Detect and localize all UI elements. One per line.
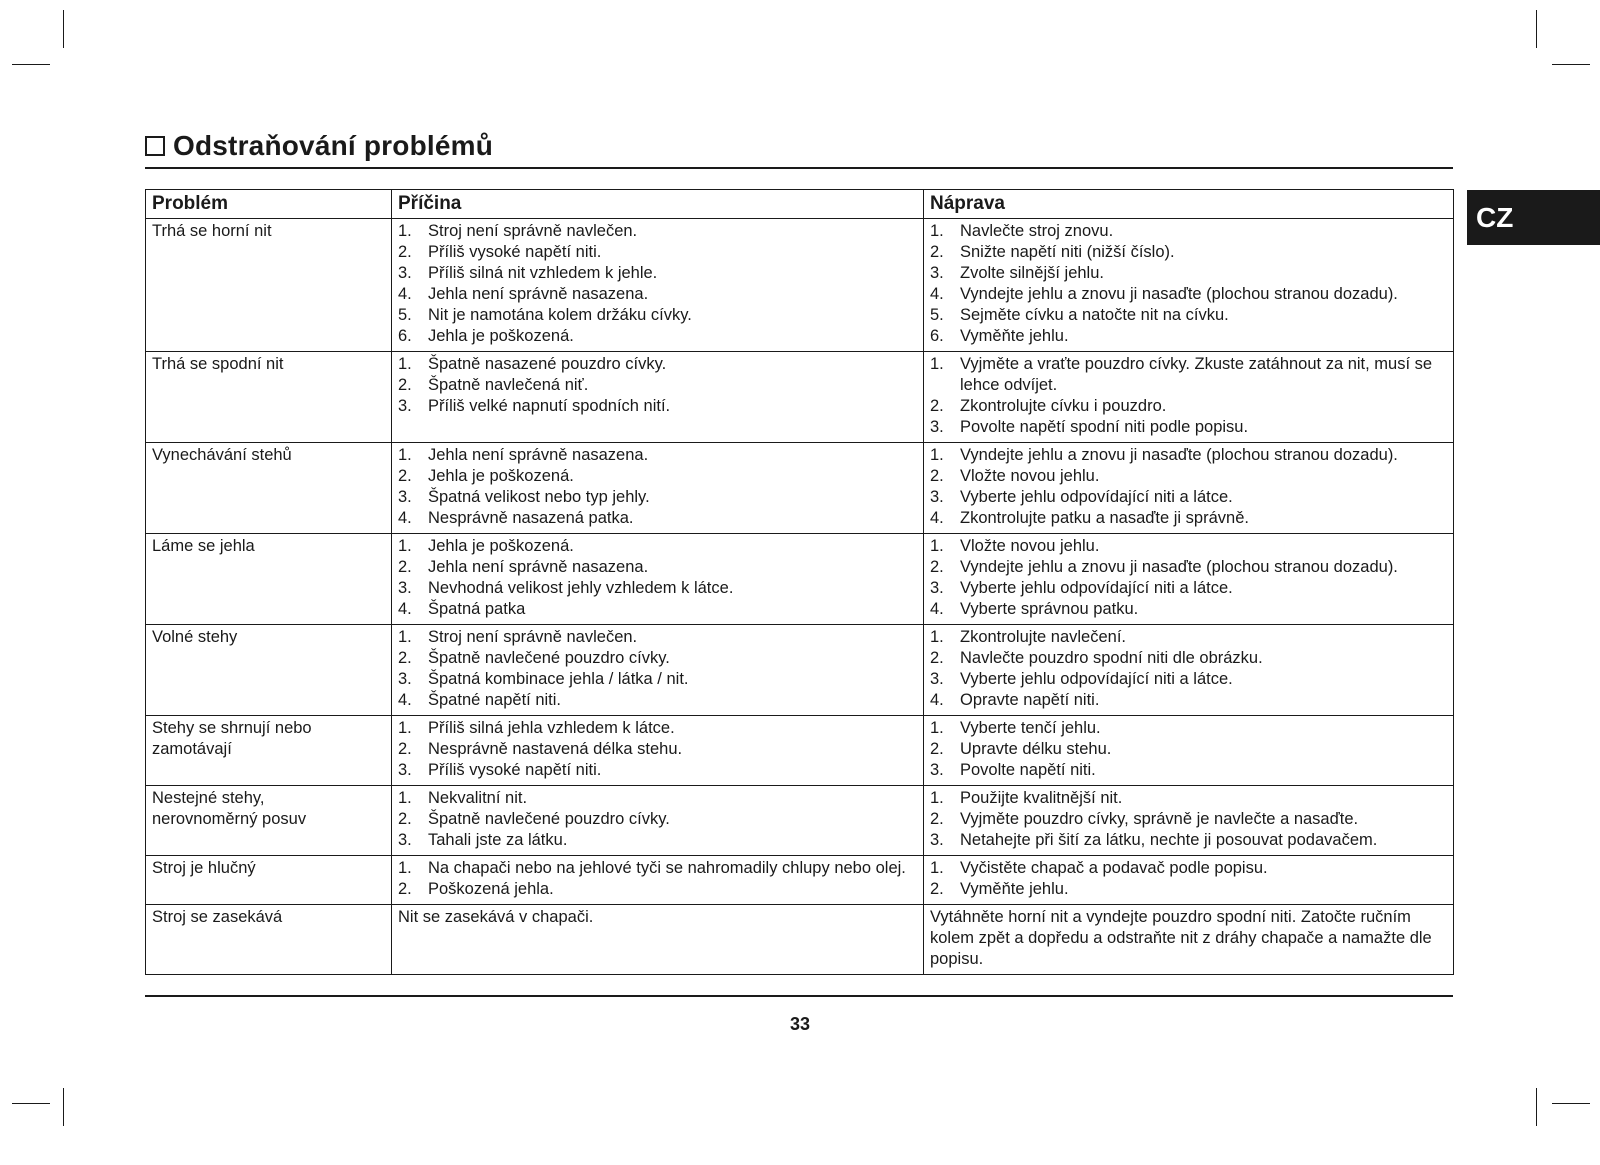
list-item bbox=[398, 284, 917, 305]
table-row bbox=[146, 352, 1454, 443]
list-item-number: 2. bbox=[398, 376, 412, 394]
list-item bbox=[930, 536, 1447, 557]
list-item bbox=[398, 830, 917, 851]
list-item bbox=[930, 263, 1447, 284]
list-item bbox=[398, 326, 917, 347]
list-item bbox=[398, 375, 917, 396]
list-item-number: 2. bbox=[930, 810, 944, 828]
page-number: 33 bbox=[789, 1014, 811, 1034]
list-item-number: 1. bbox=[398, 719, 412, 737]
cause-cell bbox=[392, 534, 924, 625]
list-item-text: Vyberte tenčí jehlu. bbox=[960, 719, 1101, 737]
list-item bbox=[398, 536, 917, 557]
list-item-number: 1. bbox=[398, 222, 412, 240]
list-item bbox=[930, 858, 1447, 879]
table-row bbox=[146, 534, 1454, 625]
list-item bbox=[398, 508, 917, 529]
list-item bbox=[398, 809, 917, 830]
list-item-number: 2. bbox=[930, 397, 944, 415]
crop-mark bbox=[1552, 1103, 1590, 1104]
list-item-text: Vyjměte pouzdro cívky, správně je navlečte a nasaďte. bbox=[960, 810, 1359, 828]
list-item bbox=[398, 760, 917, 781]
list-item-text: Špatně navlečené pouzdro cívky. bbox=[428, 649, 670, 667]
list-item-number: 3. bbox=[398, 670, 412, 688]
list-item bbox=[398, 690, 917, 711]
list-item-number: 3. bbox=[398, 579, 412, 597]
fix-cell bbox=[924, 625, 1454, 716]
list-item bbox=[398, 669, 917, 690]
problem-text: Trhá se spodní nit bbox=[152, 355, 284, 373]
cause-cell bbox=[392, 905, 924, 975]
list-item-number: 1. bbox=[398, 628, 412, 646]
list-item-text: Vložte novou jehlu. bbox=[960, 537, 1100, 555]
title-divider bbox=[145, 167, 1453, 169]
problem-text: Stehy se shrnují nebo bbox=[152, 719, 312, 737]
list-item-number: 1. bbox=[930, 355, 944, 373]
list-item bbox=[930, 627, 1447, 648]
list-item-text: Příliš velké napnutí spodních nití. bbox=[428, 397, 671, 415]
list-item-number: 4. bbox=[930, 509, 944, 527]
list-item bbox=[398, 487, 917, 508]
list-item-text: Upravte délku stehu. bbox=[960, 740, 1112, 758]
problem-cell bbox=[146, 856, 392, 905]
list-item-number: 2. bbox=[398, 649, 412, 667]
list-item bbox=[930, 557, 1447, 578]
problem-cell bbox=[146, 786, 392, 856]
table-row bbox=[146, 786, 1454, 856]
list-item-number: 2. bbox=[398, 740, 412, 758]
fix-list bbox=[930, 221, 1447, 347]
list-item bbox=[398, 879, 917, 900]
list-item-number: 3. bbox=[930, 418, 944, 436]
page-title: Odstraňování problémů bbox=[173, 130, 494, 161]
list-item-number: 2. bbox=[930, 467, 944, 485]
fix-list bbox=[930, 788, 1447, 851]
list-item-text: Vyčistěte chapač a podavač podle popisu. bbox=[960, 859, 1268, 877]
crop-mark bbox=[1536, 10, 1537, 48]
column-header-fix: Náprava bbox=[924, 190, 1454, 219]
fix-list bbox=[930, 858, 1447, 900]
list-item-text: Opravte napětí niti. bbox=[960, 691, 1100, 709]
crop-mark bbox=[1552, 64, 1590, 65]
list-item-text: Vyndejte jehlu a znovu ji nasaďte (plochou stranou dozadu). bbox=[960, 285, 1398, 303]
list-item-number: 1. bbox=[930, 222, 944, 240]
list-item-number: 1. bbox=[930, 719, 944, 737]
fix-list bbox=[930, 627, 1447, 711]
table-row bbox=[146, 856, 1454, 905]
list-item bbox=[930, 326, 1447, 347]
list-item-number: 2. bbox=[398, 558, 412, 576]
list-item-number: 3. bbox=[398, 761, 412, 779]
list-item-text: Na chapači nebo na jehlové tyči se nahromadily chlupy nebo olej. bbox=[428, 859, 906, 877]
cause-cell bbox=[392, 625, 924, 716]
fix-cell bbox=[924, 716, 1454, 786]
list-item bbox=[930, 599, 1447, 620]
list-item bbox=[398, 221, 917, 242]
cause-cell bbox=[392, 443, 924, 534]
cause-cell bbox=[392, 856, 924, 905]
fix-text: Vytáhněte horní nit a vyndejte pouzdro spodní niti. Zatočte ručním kolem zpět a dopředu a odstraňte nit z dráhy chapače a namažte dle popisu. bbox=[930, 908, 1432, 968]
cause-list bbox=[398, 858, 917, 900]
list-item-number: 2. bbox=[930, 558, 944, 576]
list-item-number: 5. bbox=[930, 306, 944, 324]
list-item-number: 4. bbox=[398, 691, 412, 709]
list-item-number: 1. bbox=[930, 537, 944, 555]
list-item-number: 2. bbox=[930, 880, 944, 898]
list-item-text: Vložte novou jehlu. bbox=[960, 467, 1100, 485]
list-item bbox=[930, 445, 1447, 466]
list-item-number: 4. bbox=[398, 285, 412, 303]
list-item-text: Použijte kvalitnější nit. bbox=[960, 789, 1123, 807]
crop-mark bbox=[12, 1103, 50, 1104]
list-item-number: 3. bbox=[930, 761, 944, 779]
list-item bbox=[930, 809, 1447, 830]
language-tab bbox=[1467, 190, 1600, 245]
list-item bbox=[930, 417, 1447, 438]
fix-list bbox=[930, 445, 1447, 529]
cause-list bbox=[398, 788, 917, 851]
list-item bbox=[398, 718, 917, 739]
list-item bbox=[930, 396, 1447, 417]
list-item-number: 4. bbox=[930, 285, 944, 303]
list-item-text: Vyberte jehlu odpovídající niti a látce. bbox=[960, 488, 1233, 506]
list-item bbox=[930, 466, 1447, 487]
list-item bbox=[930, 739, 1447, 760]
list-item-number: 2. bbox=[930, 243, 944, 261]
list-item-text: Poškozená jehla. bbox=[428, 880, 554, 898]
list-item bbox=[398, 263, 917, 284]
list-item bbox=[398, 445, 917, 466]
list-item-text: Vyberte jehlu odpovídající niti a látce. bbox=[960, 670, 1233, 688]
list-item bbox=[930, 221, 1447, 242]
list-item-text: Tahali jste za látku. bbox=[428, 831, 568, 849]
list-item-text: Vyndejte jehlu a znovu ji nasaďte (plochou stranou dozadu). bbox=[960, 446, 1398, 464]
list-item bbox=[930, 830, 1447, 851]
list-item-text: Příliš vysoké napětí niti. bbox=[428, 243, 602, 261]
list-item bbox=[398, 305, 917, 326]
list-item bbox=[398, 599, 917, 620]
list-item bbox=[930, 242, 1447, 263]
list-item-text: Vyberte správnou patku. bbox=[960, 600, 1139, 618]
section-header bbox=[145, 130, 1453, 162]
list-item bbox=[930, 760, 1447, 781]
list-item-text: Vyměňte jehlu. bbox=[960, 327, 1069, 345]
list-item-text: Navlečte pouzdro spodní niti dle obrázku. bbox=[960, 649, 1263, 667]
list-item-number: 3. bbox=[930, 670, 944, 688]
list-item-text: Jehla není správně nasazena. bbox=[428, 558, 649, 576]
fix-cell bbox=[924, 443, 1454, 534]
list-item-number: 1. bbox=[398, 789, 412, 807]
crop-mark bbox=[12, 64, 50, 65]
list-item bbox=[398, 354, 917, 375]
list-item-text: Jehla je poškozená. bbox=[428, 327, 574, 345]
cause-list bbox=[398, 445, 917, 529]
list-item bbox=[930, 669, 1447, 690]
list-item-text: Špatná patka bbox=[428, 600, 526, 618]
cause-list bbox=[398, 354, 917, 417]
list-item bbox=[398, 858, 917, 879]
list-item-number: 3. bbox=[930, 579, 944, 597]
problem-cell bbox=[146, 443, 392, 534]
fix-cell bbox=[924, 905, 1454, 975]
list-item-number: 2. bbox=[398, 880, 412, 898]
list-item-number: 3. bbox=[398, 264, 412, 282]
list-item-number: 5. bbox=[398, 306, 412, 324]
list-item-number: 1. bbox=[398, 537, 412, 555]
list-item-text: Nit je namotána kolem držáku cívky. bbox=[428, 306, 692, 324]
list-item-text: Zkontrolujte cívku i pouzdro. bbox=[960, 397, 1167, 415]
list-item-number: 3. bbox=[930, 264, 944, 282]
footer-divider bbox=[145, 995, 1453, 997]
table-row bbox=[146, 716, 1454, 786]
list-item-text: Nevhodná velikost jehly vzhledem k látce. bbox=[428, 579, 734, 597]
list-item-number: 2. bbox=[930, 649, 944, 667]
list-item bbox=[930, 690, 1447, 711]
list-item bbox=[930, 508, 1447, 529]
problem-cell bbox=[146, 219, 392, 352]
list-item-text: Špatně navlečená niť. bbox=[428, 376, 589, 394]
list-item bbox=[930, 718, 1447, 739]
list-item-text: Vyndejte jehlu a znovu ji nasaďte (plochou stranou dozadu). bbox=[960, 558, 1398, 576]
list-item-text: Příliš silná nit vzhledem k jehle. bbox=[428, 264, 658, 282]
list-item-number: 2. bbox=[398, 810, 412, 828]
list-item-text: Špatné napětí niti. bbox=[428, 691, 562, 709]
list-item-number: 1. bbox=[398, 355, 412, 373]
list-item-text: Zvolte silnější jehlu. bbox=[960, 264, 1104, 282]
list-item-number: 2. bbox=[398, 243, 412, 261]
language-tab-label: CZ bbox=[1476, 201, 1514, 233]
list-item-text: Nekvalitní nit. bbox=[428, 789, 528, 807]
fix-list bbox=[930, 718, 1447, 781]
list-item-text: Povolte napětí niti. bbox=[960, 761, 1096, 779]
list-item bbox=[930, 788, 1447, 809]
list-item bbox=[930, 284, 1447, 305]
table-row bbox=[146, 219, 1454, 352]
problem-text: Láme se jehla bbox=[152, 537, 255, 555]
list-item-number: 3. bbox=[398, 831, 412, 849]
table-header-row bbox=[146, 190, 1454, 219]
list-item-text: Povolte napětí spodní niti podle popisu. bbox=[960, 418, 1249, 436]
list-item bbox=[398, 466, 917, 487]
list-item-text: Navlečte stroj znovu. bbox=[960, 222, 1114, 240]
list-item-text: Stroj není správně navlečen. bbox=[428, 628, 638, 646]
list-item bbox=[930, 487, 1447, 508]
list-item bbox=[930, 354, 1447, 396]
list-item-text: Příliš vysoké napětí niti. bbox=[428, 761, 602, 779]
table-row bbox=[146, 905, 1454, 975]
problem-text: nerovnoměrný posuv bbox=[152, 810, 307, 828]
problem-text: Vynechávání stehů bbox=[152, 446, 292, 464]
list-item-number: 1. bbox=[930, 789, 944, 807]
problem-cell bbox=[146, 625, 392, 716]
list-item-text: Příliš silná jehla vzhledem k látce. bbox=[428, 719, 675, 737]
cause-list bbox=[398, 718, 917, 781]
problem-cell bbox=[146, 905, 392, 975]
cause-text: Nit se zasekává v chapači. bbox=[398, 908, 594, 926]
list-item bbox=[930, 578, 1447, 599]
problem-text: Volné stehy bbox=[152, 628, 238, 646]
list-item-text: Nesprávně nastavená délka stehu. bbox=[428, 740, 683, 758]
problem-text: Nestejné stehy, bbox=[152, 789, 265, 807]
troubleshooting-table bbox=[145, 189, 1454, 975]
cause-cell bbox=[392, 716, 924, 786]
list-item bbox=[398, 396, 917, 417]
list-item bbox=[398, 557, 917, 578]
problem-cell bbox=[146, 534, 392, 625]
list-item bbox=[398, 739, 917, 760]
cause-cell bbox=[392, 219, 924, 352]
problem-cell bbox=[146, 352, 392, 443]
problem-text: Stroj je hlučný bbox=[152, 859, 256, 877]
list-item bbox=[398, 242, 917, 263]
crop-mark bbox=[63, 1088, 64, 1126]
list-item bbox=[398, 788, 917, 809]
cause-list bbox=[398, 221, 917, 347]
list-item-number: 1. bbox=[930, 446, 944, 464]
list-item-number: 3. bbox=[398, 397, 412, 415]
list-item-text: Zkontrolujte navlečení. bbox=[960, 628, 1127, 646]
list-item-text: Snižte napětí niti (nižší číslo). bbox=[960, 243, 1175, 261]
list-item-number: 6. bbox=[930, 327, 944, 345]
fix-list bbox=[930, 536, 1447, 620]
list-item-text: Jehla je poškozená. bbox=[428, 467, 574, 485]
list-item-number: 6. bbox=[398, 327, 412, 345]
list-item-text: Vyměňte jehlu. bbox=[960, 880, 1069, 898]
list-item-number: 2. bbox=[930, 740, 944, 758]
table-row bbox=[146, 443, 1454, 534]
list-item-text: Jehla není správně nasazena. bbox=[428, 285, 649, 303]
list-item-text: Vyberte jehlu odpovídající niti a látce. bbox=[960, 579, 1233, 597]
problem-text: zamotávají bbox=[152, 740, 232, 758]
column-header-cause: Příčina bbox=[392, 190, 924, 219]
list-item-number: 3. bbox=[398, 488, 412, 506]
list-item-number: 3. bbox=[930, 831, 944, 849]
fix-list bbox=[930, 354, 1447, 438]
cause-list bbox=[398, 627, 917, 711]
list-item bbox=[930, 648, 1447, 669]
list-item bbox=[398, 627, 917, 648]
list-item-number: 2. bbox=[398, 467, 412, 485]
cause-cell bbox=[392, 352, 924, 443]
list-item-number: 4. bbox=[398, 600, 412, 618]
list-item-number: 1. bbox=[930, 628, 944, 646]
list-item-number: 4. bbox=[930, 691, 944, 709]
list-item-number: 1. bbox=[930, 859, 944, 877]
list-item-text: Špatná kombinace jehla / látka / nit. bbox=[428, 670, 689, 688]
list-item-text: Špatně nasazené pouzdro cívky. bbox=[428, 355, 667, 373]
problem-cell bbox=[146, 716, 392, 786]
list-item-number: 3. bbox=[930, 488, 944, 506]
list-item-text: Vyjměte a vraťte pouzdro cívky. Zkuste zatáhnout za nit, musí se lehce odvíjet. bbox=[960, 355, 1433, 394]
list-item bbox=[398, 648, 917, 669]
list-item-text: Zkontrolujte patku a nasaďte ji správně. bbox=[960, 509, 1249, 527]
column-header-problem: Problém bbox=[146, 190, 392, 219]
list-item-number: 4. bbox=[398, 509, 412, 527]
problem-text: Trhá se horní nit bbox=[152, 222, 272, 240]
cause-cell bbox=[392, 786, 924, 856]
list-item bbox=[930, 305, 1447, 326]
crop-mark bbox=[1536, 1088, 1537, 1126]
list-item-text: Nesprávně nasazená patka. bbox=[428, 509, 634, 527]
checkbox-square-icon bbox=[145, 136, 165, 156]
list-item-text: Jehla není správně nasazena. bbox=[428, 446, 649, 464]
list-item-text: Jehla je poškozená. bbox=[428, 537, 574, 555]
list-item-number: 1. bbox=[398, 446, 412, 464]
fix-cell bbox=[924, 534, 1454, 625]
list-item-text: Stroj není správně navlečen. bbox=[428, 222, 638, 240]
list-item-number: 1. bbox=[398, 859, 412, 877]
problem-text: Stroj se zasekává bbox=[152, 908, 283, 926]
list-item-number: 4. bbox=[930, 600, 944, 618]
fix-cell bbox=[924, 856, 1454, 905]
list-item-text: Sejměte cívku a natočte nit na cívku. bbox=[960, 306, 1229, 324]
table-row bbox=[146, 625, 1454, 716]
fix-cell bbox=[924, 219, 1454, 352]
list-item bbox=[930, 879, 1447, 900]
list-item-text: Netahejte při šití za látku, nechte ji posouvat podavačem. bbox=[960, 831, 1378, 849]
cause-list bbox=[398, 536, 917, 620]
fix-cell bbox=[924, 352, 1454, 443]
list-item bbox=[398, 578, 917, 599]
list-item-text: Špatná velikost nebo typ jehly. bbox=[428, 488, 650, 506]
crop-mark bbox=[63, 10, 64, 48]
fix-cell bbox=[924, 786, 1454, 856]
list-item-text: Špatně navlečené pouzdro cívky. bbox=[428, 810, 670, 828]
